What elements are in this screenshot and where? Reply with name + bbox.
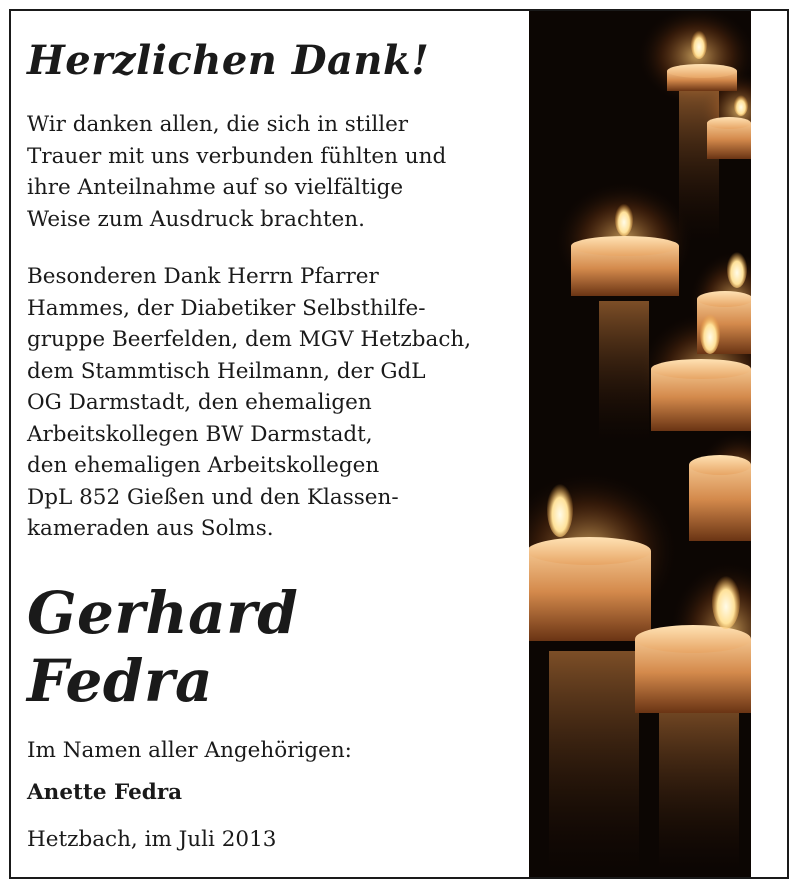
text-line: Hammes, der Diabetiker Selbsthilfe-: [27, 295, 426, 321]
text-line: kameraden aus Solms.: [27, 516, 274, 541]
obituary-notice: [9, 9, 789, 879]
text-line: dem Stammtisch Heilmann, der GdL: [27, 358, 426, 384]
text-line: Arbeitskollegen BW Darmstadt,: [27, 421, 373, 447]
text-line: ihre Anteilnahme auf so vielfältige: [27, 175, 404, 200]
text-line: Wir danken allen, die sich in stiller: [27, 112, 409, 137]
place-date: Hetzbach, im Juli 2013: [27, 827, 277, 852]
deceased-first-name: Gerhard: [27, 579, 299, 647]
signer-name: Anette Fedra: [27, 780, 183, 805]
text-line: Weise zum Ausdruck brachten.: [27, 206, 365, 232]
special-thanks-paragraph: [27, 261, 527, 545]
text-line: OG Darmstadt, den ehemaligen: [27, 390, 372, 415]
deceased-last-name: Fedra: [27, 647, 214, 715]
text-line: Trauer mit uns verbunden fühlten und: [27, 143, 447, 169]
text-line: gruppe Beerfelden, dem MGV Hetzbach,: [27, 327, 472, 352]
candles-photo: [529, 11, 751, 877]
thanks-paragraph: [27, 109, 527, 235]
text-line: DpL 852 Gießen und den Klassen-: [27, 484, 399, 510]
text-line: Besonderen Dank Herrn Pfarrer: [27, 264, 379, 289]
notice-title: Herzlichen Dank!: [27, 37, 430, 84]
text-line: den ehemaligen Arbeitskollegen: [27, 453, 380, 478]
right-margin-strip: [751, 11, 787, 877]
on-behalf-line: Im Namen aller Angehörigen:: [27, 738, 352, 763]
